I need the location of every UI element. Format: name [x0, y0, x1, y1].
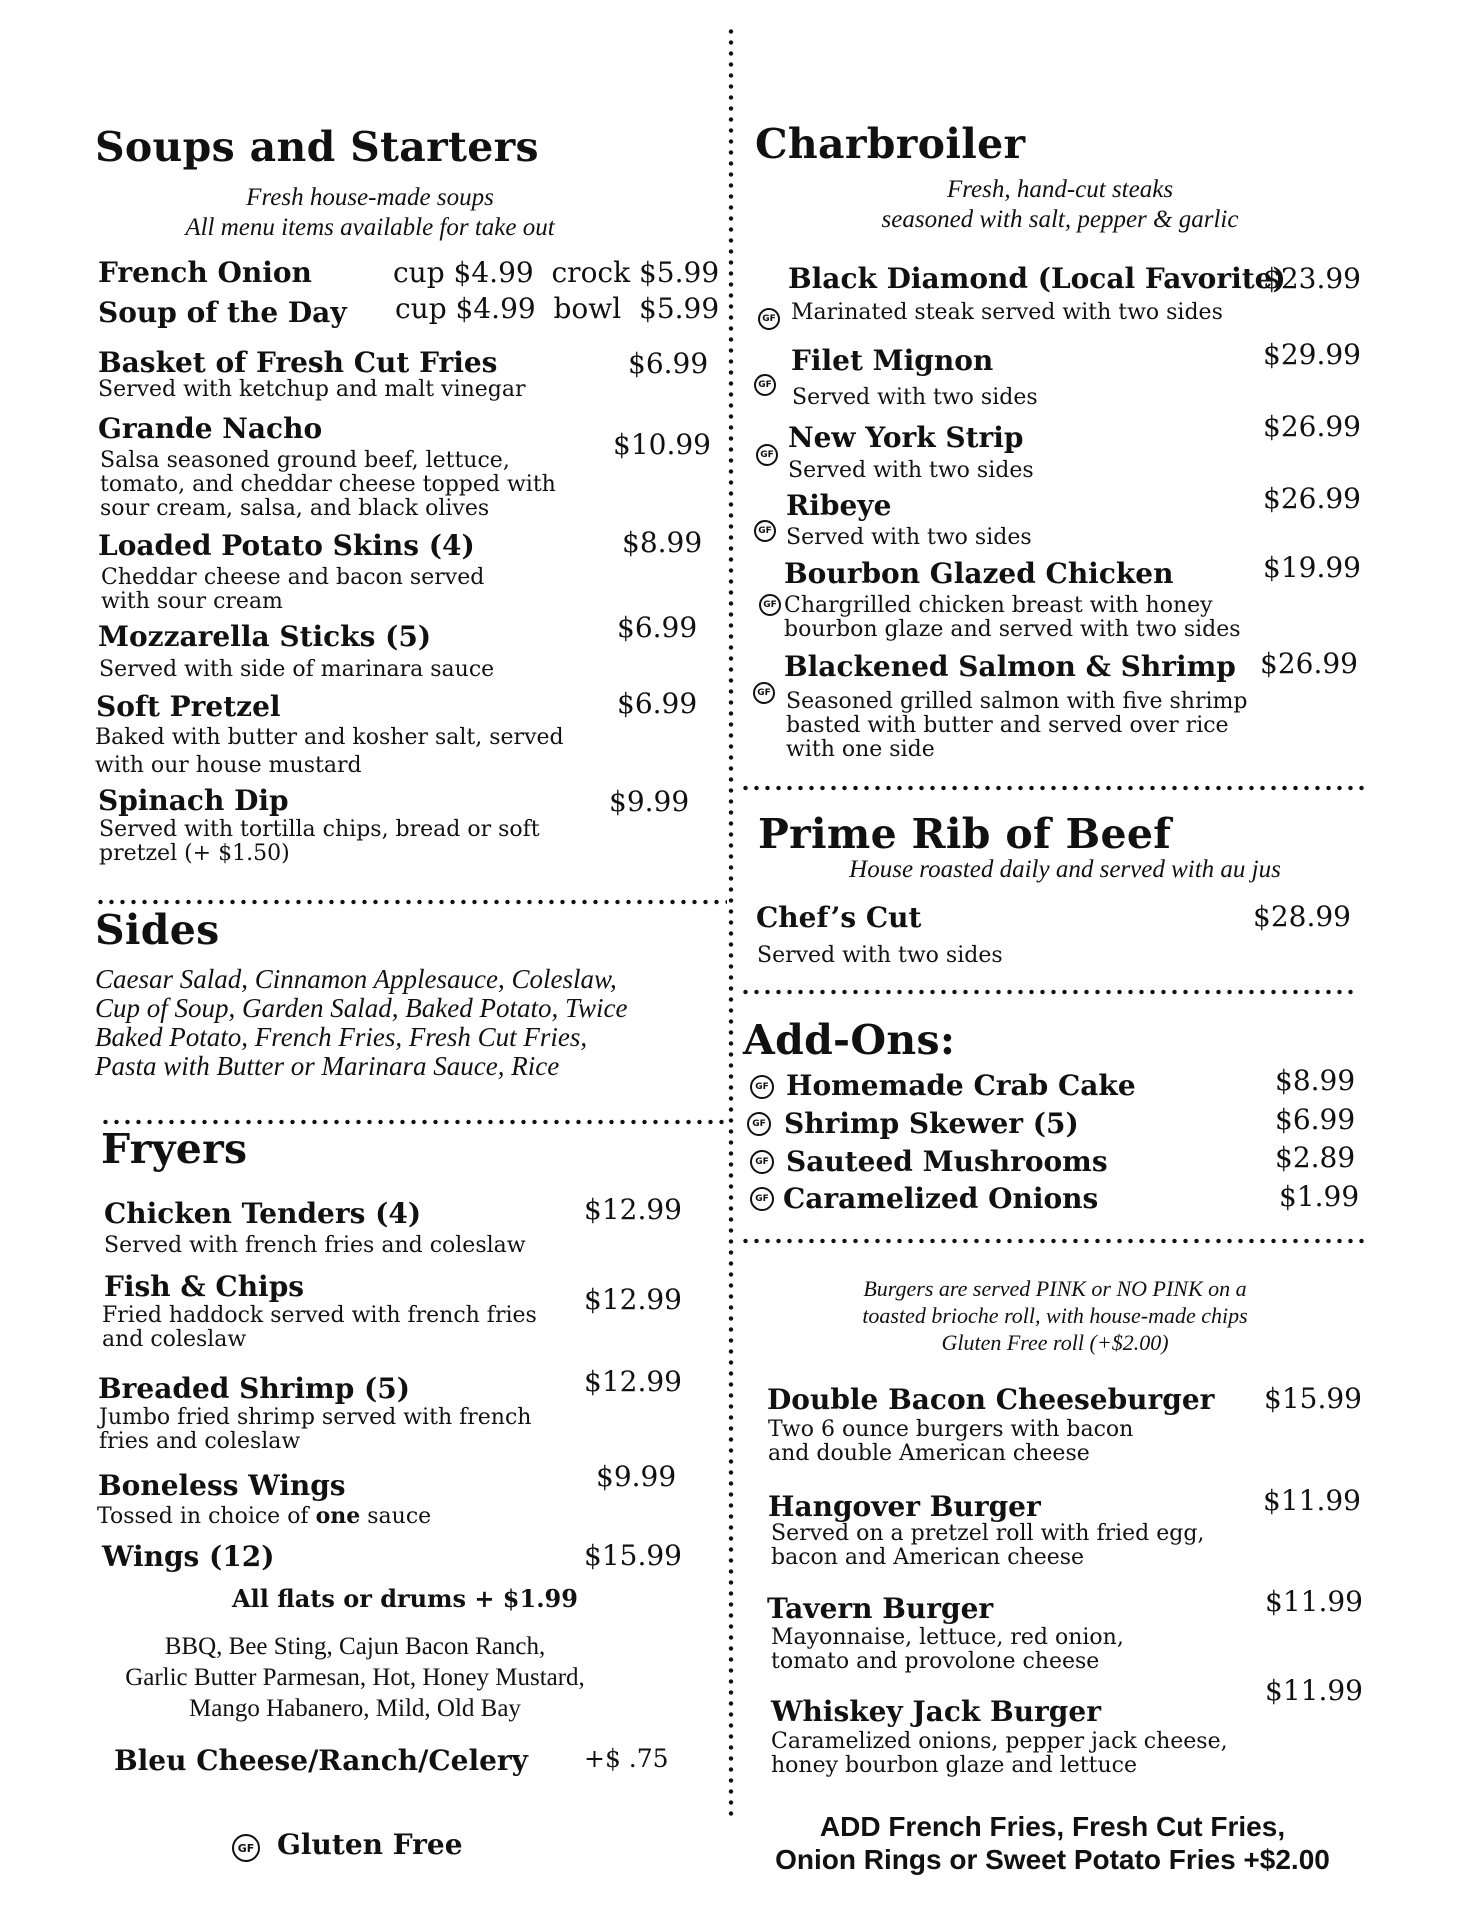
gluten-free-icon: GF — [750, 1150, 774, 1174]
fryers-title: Fryers — [101, 1125, 248, 1173]
menu-item-name: Tavern Burger — [767, 1592, 994, 1625]
charbroiler-subtitle-1: Fresh, hand-cut steaks — [946, 176, 1174, 203]
soup-of-day-sizes: cup $4.99 bowl $5.99 — [395, 292, 720, 325]
vertical-divider — [728, 26, 734, 1816]
burger-footer-line: Onion Rings or Sweet Potato Fries +$2.00 — [775, 1844, 1330, 1875]
menu-item-name: Chef’s Cut — [756, 901, 922, 934]
menu-item-name: Mozzarella Sticks (5) — [98, 620, 432, 653]
divider-addons-burgers — [740, 1238, 1365, 1244]
menu-item-price: $26.99 — [1263, 482, 1361, 515]
menu-item-price: $6.99 — [617, 687, 698, 720]
soups-subtitle-1: Fresh house-made soups — [246, 184, 494, 211]
desc-text: sauce — [360, 1504, 432, 1529]
sides-line: Baked Potato, French Fries, Fresh Cut Fries, — [95, 1022, 588, 1052]
menu-item-desc: Seasoned grilled salmon with five shrimp — [786, 689, 1248, 714]
menu-item-desc: tomato, and cheddar cheese topped with — [100, 472, 556, 497]
menu-item-desc: Served with two sides — [786, 525, 1032, 550]
burger-footer-line: ADD French Fries, Fresh Cut Fries, — [819, 1811, 1286, 1842]
menu-item-desc: Served with ketchup and malt vinegar — [98, 377, 526, 402]
menu-item-desc: bacon and American cheese — [771, 1545, 1085, 1570]
menu-item-name: Black Diamond (Local Favorite) — [788, 262, 1286, 295]
menu-item-name: Filet Mignon — [791, 344, 994, 377]
gluten-free-icon: GF — [756, 444, 778, 466]
gluten-free-icon: GF — [759, 594, 781, 616]
sauce-list-line: Mango Habanero, Mild, Old Bay — [189, 1695, 521, 1722]
burger-footer — [740, 1810, 1365, 1876]
soups-title: Soups and Starters — [95, 123, 539, 171]
gluten-free-icon: GF — [232, 1834, 260, 1862]
menu-item-name: Grande Nacho — [98, 412, 323, 445]
sauce-list-line: BBQ, Bee Sting, Cajun Bacon Ranch, — [164, 1633, 546, 1660]
menu-item-name: Bourbon Glazed Chicken — [784, 557, 1174, 590]
flats-drums-note: All flats or drums + $1.99 — [232, 1584, 578, 1613]
menu-item-name: Chicken Tenders (4) — [104, 1197, 422, 1230]
menu-item-price: $12.99 — [584, 1283, 682, 1316]
burger-note-line: toasted brioche roll, with house-made chips — [862, 1303, 1248, 1328]
menu-item-desc: Cheddar cheese and bacon served — [101, 565, 485, 590]
menu-item-desc — [97, 1504, 431, 1529]
menu-item-price: $15.99 — [584, 1539, 682, 1572]
menu-item-desc: Served on a pretzel roll with fried egg, — [771, 1521, 1205, 1546]
soup-of-day-name: Soup of the Day — [98, 296, 347, 329]
menu-item-desc: Chargrilled chicken breast with honey — [784, 593, 1213, 618]
burger-note-line: Gluten Free roll (+$2.00) — [941, 1330, 1169, 1355]
sides-line: Cup of Soup, Garden Salad, Baked Potato, Twice — [95, 993, 628, 1023]
menu-item-desc: Served with side of marinara sauce — [99, 657, 495, 682]
menu-item-price: $19.99 — [1263, 551, 1361, 584]
menu-item-desc: pretzel (+ $1.50) — [99, 841, 290, 866]
menu-item-name: Double Bacon Cheeseburger — [767, 1383, 1215, 1416]
soups-subtitle-2: All menu items available for take out — [185, 214, 555, 241]
menu-item-desc: Served with two sides — [788, 458, 1034, 483]
sauce-list-line: Garlic Butter Parmesan, Hot, Honey Mustard, — [125, 1664, 585, 1691]
addon-name: Shrimp Skewer (5) — [784, 1107, 1079, 1140]
menu-item-desc: sour cream, salsa, and black olives — [100, 496, 490, 521]
desc-emphasis: one — [315, 1503, 361, 1529]
prime-rib-subtitle: House roasted daily and served with au jus — [849, 856, 1281, 883]
menu-item-desc: Two 6 ounce burgers with bacon — [768, 1417, 1134, 1442]
sides-line: Caesar Salad, Cinnamon Applesauce, Coleslaw, — [95, 964, 617, 994]
menu-item-desc: tomato and provolone cheese — [771, 1649, 1100, 1674]
menu-item-name: Basket of Fresh Cut Fries — [98, 346, 498, 379]
menu-item-price: $11.99 — [1263, 1484, 1361, 1517]
addon-name: Homemade Crab Cake — [786, 1069, 1136, 1102]
menu-item-name: Loaded Potato Skins (4) — [98, 529, 475, 562]
menu-item-desc: Served with french fries and coleslaw — [104, 1233, 526, 1258]
gluten-free-icon: GF — [747, 1112, 771, 1136]
menu-item-price: $9.99 — [596, 1460, 677, 1493]
menu-item-name: Whiskey Jack Burger — [771, 1695, 1101, 1728]
french-onion-sizes: cup $4.99 crock $5.99 — [393, 256, 720, 289]
gluten-free-icon: GF — [754, 374, 776, 396]
menu-item-price: $6.99 — [628, 347, 709, 380]
menu-item-desc: with our house mustard — [95, 753, 362, 778]
menu-item-name: Boneless Wings — [98, 1469, 346, 1502]
menu-item-desc: Caramelized onions, pepper jack cheese, — [771, 1729, 1228, 1754]
menu-item-name: New York Strip — [788, 421, 1024, 454]
burger-note — [740, 1275, 1370, 1356]
menu-item-desc: honey bourbon glaze and lettuce — [771, 1753, 1137, 1778]
charbroiler-title: Charbroiler — [755, 120, 1026, 168]
charbroiler-subtitle-2: seasoned with salt, pepper & garlic — [881, 206, 1239, 233]
divider-starters-sides — [95, 899, 727, 905]
addon-name: Caramelized Onions — [783, 1182, 1099, 1215]
gluten-free-icon: GF — [753, 682, 775, 704]
menu-item-desc: and double American cheese — [768, 1441, 1090, 1466]
menu-item-desc: with one side — [786, 737, 935, 762]
menu-item-desc: Served with tortilla chips, bread or soft — [99, 817, 540, 842]
addon-price: $2.89 — [1275, 1141, 1356, 1174]
divider-primerib-addons — [740, 989, 1355, 995]
addon-price: $6.99 — [1275, 1103, 1356, 1136]
addon-name: Sauteed Mushrooms — [786, 1145, 1108, 1178]
menu-item-name: Fish & Chips — [104, 1270, 305, 1303]
prime-rib-title: Prime Rib of Beef — [758, 810, 1172, 858]
menu-item-price: $26.99 — [1263, 410, 1361, 443]
gluten-free-icon: GF — [750, 1075, 774, 1099]
divider-charbroiler-primerib — [740, 785, 1370, 791]
menu-item-price: $11.99 — [1265, 1585, 1363, 1618]
menu-item-desc: Mayonnaise, lettuce, red onion, — [771, 1625, 1124, 1650]
bleu-cheese-name: Bleu Cheese/Ranch/Celery — [114, 1744, 528, 1777]
menu-item-desc: Marinated steak served with two sides — [791, 300, 1223, 325]
menu-item-name: Hangover Burger — [768, 1490, 1041, 1523]
menu-item-price: $10.99 — [613, 428, 711, 461]
burger-note-line: Burgers are served PINK or NO PINK on a — [863, 1276, 1247, 1301]
menu-item-price: $12.99 — [584, 1193, 682, 1226]
menu-item-desc: Baked with butter and kosher salt, served — [95, 725, 564, 750]
menu-item-price: $26.99 — [1260, 647, 1358, 680]
gluten-free-legend: Gluten Free — [277, 1828, 463, 1861]
menu-item-price: $23.99 — [1263, 262, 1361, 295]
french-onion-name: French Onion — [98, 256, 312, 289]
menu-item-desc: with sour cream — [101, 589, 283, 614]
sides-title: Sides — [95, 906, 220, 954]
menu-item-desc: Jumbo fried shrimp served with french — [99, 1405, 532, 1430]
bleu-cheese-price: +$ .75 — [584, 1744, 669, 1773]
gluten-free-icon: GF — [758, 308, 780, 330]
menu-item-price: $12.99 — [584, 1365, 682, 1398]
addon-price: $8.99 — [1275, 1064, 1356, 1097]
menu-item-price: $29.99 — [1263, 338, 1361, 371]
menu-item-name: Spinach Dip — [98, 784, 289, 817]
addons-title: Add-Ons: — [743, 1016, 956, 1064]
menu-item-desc: and coleslaw — [102, 1327, 247, 1352]
menu-item-price: $9.99 — [609, 785, 690, 818]
gluten-free-icon: GF — [754, 520, 776, 542]
menu-item-desc: Fried haddock served with french fries — [102, 1303, 537, 1328]
menu-item-name: Ribeye — [786, 489, 892, 522]
menu-item-desc: bourbon glaze and served with two sides — [784, 617, 1241, 642]
menu-item-name: Blackened Salmon & Shrimp — [784, 650, 1236, 683]
menu-item-name: Breaded Shrimp (5) — [98, 1372, 410, 1405]
menu-item-desc: fries and coleslaw — [99, 1429, 301, 1454]
menu-item-name: Soft Pretzel — [96, 690, 281, 723]
menu-item-name: Wings (12) — [102, 1540, 275, 1573]
menu-item-price: $11.99 — [1265, 1674, 1363, 1707]
menu-item-desc: Served with two sides — [757, 943, 1003, 968]
menu-item-desc: Served with two sides — [792, 385, 1038, 410]
sides-line: Pasta with Butter or Marinara Sauce, Rice — [95, 1051, 560, 1081]
menu-item-price: $15.99 — [1264, 1382, 1362, 1415]
menu-item-price: $28.99 — [1253, 900, 1351, 933]
menu-item-desc: Salsa seasoned ground beef, lettuce, — [100, 448, 510, 473]
menu-item-price: $8.99 — [622, 526, 703, 559]
addon-price: $1.99 — [1279, 1180, 1360, 1213]
gluten-free-icon: GF — [750, 1187, 774, 1211]
menu-item-desc: basted with butter and served over rice — [786, 713, 1229, 738]
desc-text: Tossed in choice of — [97, 1504, 316, 1529]
menu-item-price: $6.99 — [617, 611, 698, 644]
